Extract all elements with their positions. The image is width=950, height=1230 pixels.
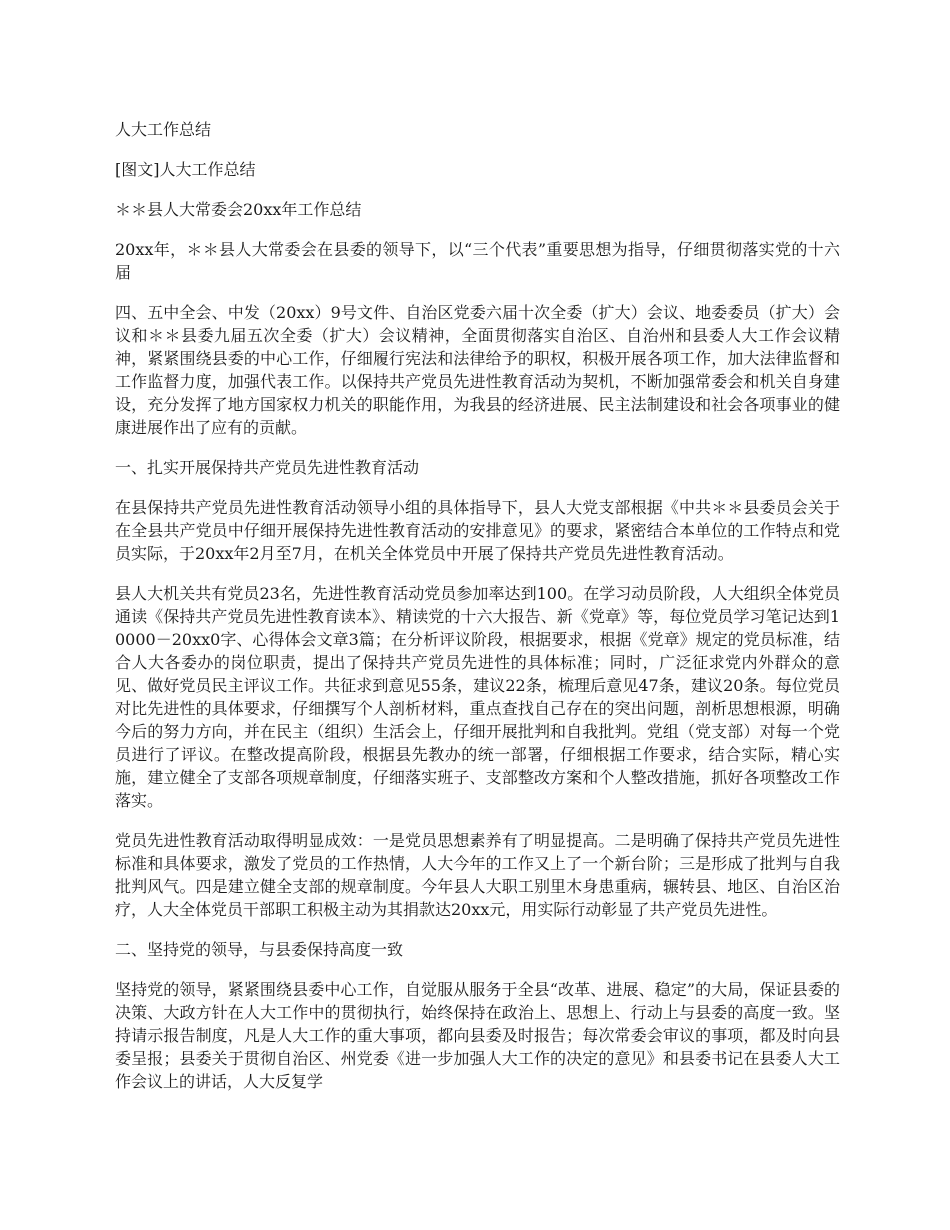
paragraph-meetings: 四、五中全会、中发（20xx）9号文件、自治区党委六届十次全委（扩大）会议、地委委员（扩大）会议和＊＊县委九届五次全委（扩大）会议精神，全面贯彻落实自治区、自治州和县委人大工作会议精神，紧紧围绕县委的中心工作，仔细履行宪法和法律给予的职权，积极开展各项工作，加大法律监督和工作监督力度，加强代表工作。以保持共产党员先进性教育活动为契机，不断加强常委会和机关自身建设，充分发挥了地方国家权力机关的职能作用，为我县的经济进展、民主法制建设和社会各项事业的健康进展作出了应有的贡献。	[115, 303, 840, 437]
paragraph-party-leadership: 坚持党的领导，紧紧围绕县委中心工作，自觉服从服务于全县“改革、进展、稳定”的大局，保证县委的决策、大政方针在人大工作中的贯彻执行，始终保持在政治上、思想上、行动上与县委的高度一致。坚持请示报告制度，凡是人大工作的重大事项，都向县委及时报告；每次常委会审议的事项，都及时向县委呈报；县委关于贯彻自治区、州党委《进一步加强人大工作的决定的意见》和县委书记在县委人大工作会议上的讲话，人大反复学	[115, 980, 840, 1091]
document-subtitle: [图文]人大工作总结	[115, 160, 256, 179]
paragraph-education-plan: 在县保持共产党员先进性教育活动领导小组的具体指导下，县人大党支部根据《中共＊＊县委员会关于在全县共产党员中仔细开展保持先进性教育活动的安排意见》的要求，紧密结合本单位的工作特点和党员实际，于20xx年2月至7月，在机关全体党员中开展了保持共产党员先进性教育活动。	[115, 498, 840, 563]
section-heading-2: 二、坚持党的领导，与县委保持高度一致	[115, 940, 404, 959]
document-page	[115, 118, 840, 1110]
paragraph-intro: 20xx年，＊＊县人大常委会在县委的领导下，以“三个代表”重要思想为指导，仔细贯彻落实党的十六届	[115, 240, 840, 282]
paragraph-education-results: 党员先进性教育活动取得明显成效：一是党员思想素养有了明显提高。二是明确了保持共产党员先进性标准和具体要求，激发了党员的工作热情，人大今年的工作又上了一个新台阶；三是形成了批判与自我批判风气。四是建立健全支部的规章制度。今年县人大职工别里木身患重病，辗转县、地区、自治区治疗，人大全体党员干部职工积极主动为其捐款达20xx元，用实际行动彰显了共产党员先进性。	[115, 831, 840, 919]
document-title: 人大工作总结	[115, 120, 212, 139]
report-title: ＊＊县人大常委会20xx年工作总结	[115, 200, 362, 219]
paragraph-education-stages: 县人大机关共有党员23名，先进性教育活动党员参加率达到100。在学习动员阶段，人大组织全体党员通读《保持共产党员先进性教育读本》、精读党的十六大报告、新《党章》等，每位党员学习笔记达到10000－20xx0字、心得体会文章3篇；在分析评议阶段，根据要求，根据《党章》规定的党员标准，结合人大各委办的岗位职责，提出了保持共产党员先进性的具体标准；同时，广泛征求党内外群众的意见、做好党员民主评议工作。共征求到意见55条，建议22条，梳理后意见47条，建议20条。每位党员对比先进性的具体要求，仔细撰写个人剖析材料，重点查找自己存在的突出问题，剖析思想根源，明确今后的努力方向，并在民主（组织）生活会上，仔细开展批判和自我批判。党组（党支部）对每一个党员进行了评议。在整改提高阶段，根据县先教办的统一部署，仔细根据工作要求，结合实际，精心实施，建立健全了支部各项规章制度，仔细落实班子、支部整改方案和个人整改措施，抓好各项整改工作落实。	[115, 584, 840, 810]
section-heading-1: 一、扎实开展保持共产党员先进性教育活动	[115, 458, 420, 477]
